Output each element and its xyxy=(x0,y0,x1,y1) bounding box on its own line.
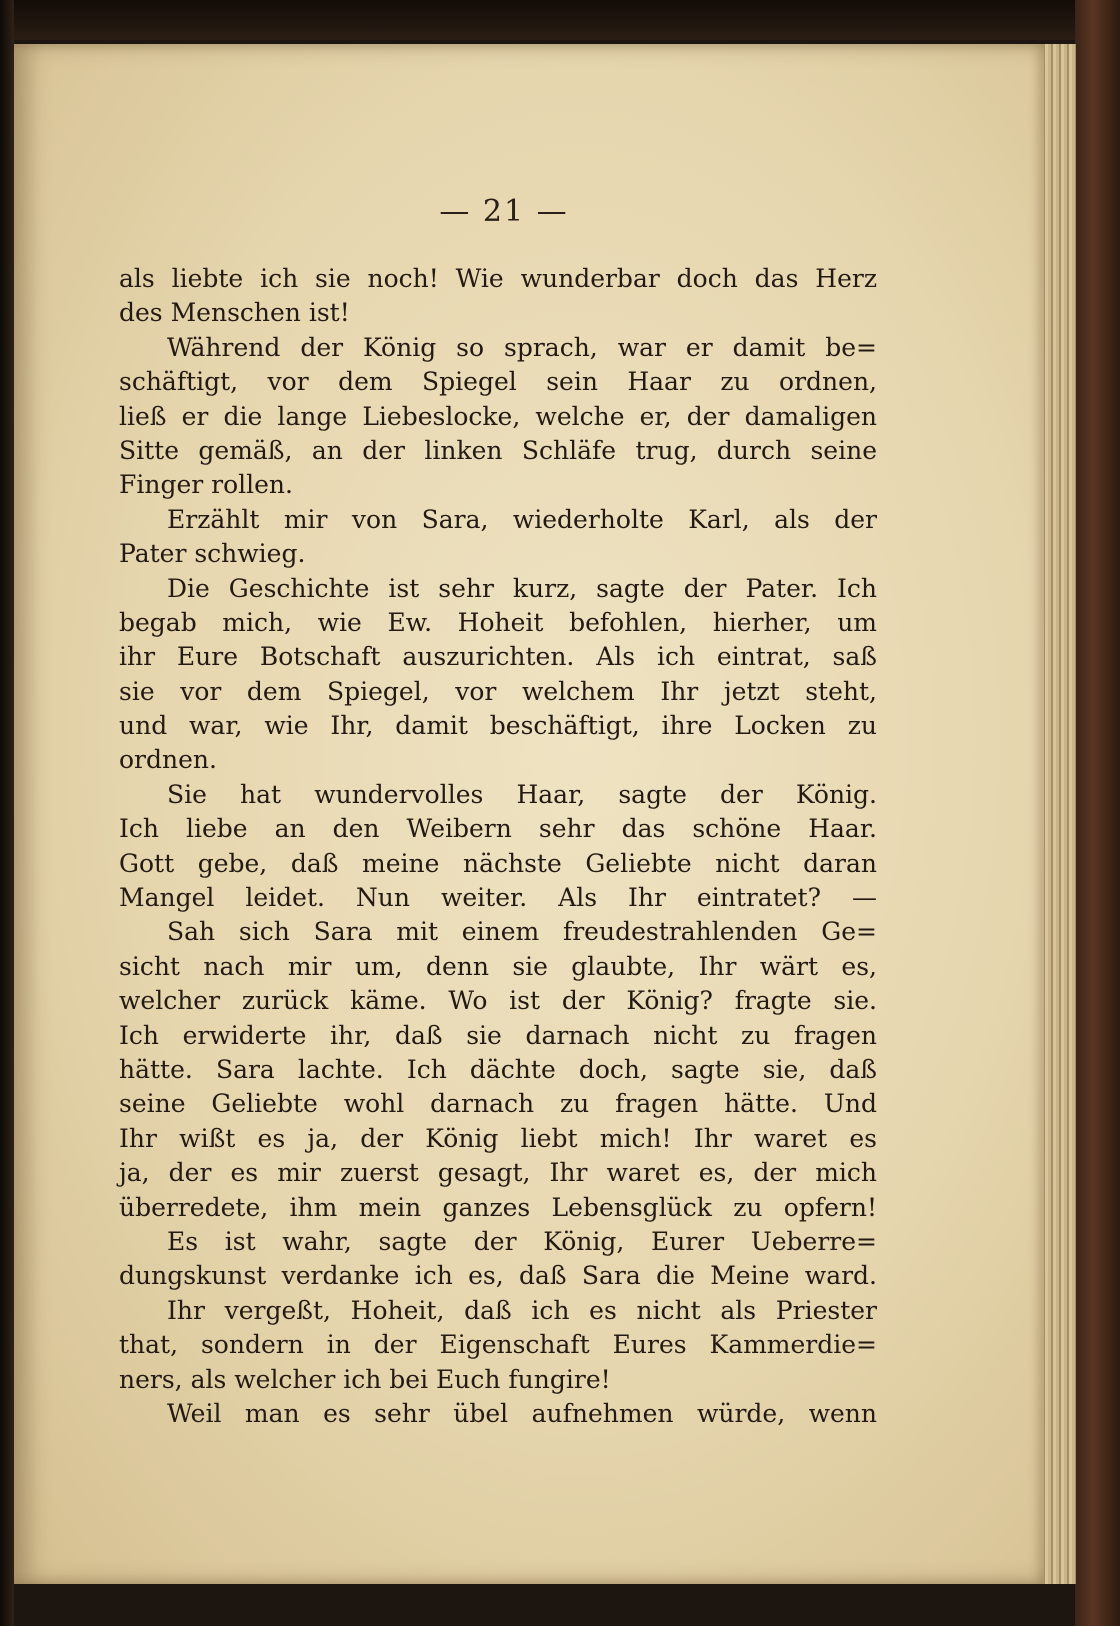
text-line: Es ist wahr, sagte der König, Eurer Ueberre= xyxy=(167,1226,877,1256)
text-line: Finger rollen. xyxy=(119,470,293,500)
book-spine-shadow xyxy=(0,0,14,1626)
text-line: ordnen. xyxy=(119,745,217,775)
text-line: Ihr wißt es ja, der König liebt mich! Ihr waret es xyxy=(119,1123,877,1153)
text-line: that, sondern in der Eigenschaft Eures Kammerdie= xyxy=(119,1330,877,1360)
text-line: Gott gebe, daß meine nächste Geliebte nicht daran xyxy=(119,848,877,878)
text-line: begab mich, wie Ew. Hoheit befohlen, hierher, um xyxy=(119,607,877,637)
book-page xyxy=(14,44,1044,1584)
text-line: ihr Eure Botschaft auszurichten. Als ich eintrat, saß xyxy=(119,642,877,672)
text-line: Ich liebe an den Weibern sehr das schöne Haar. xyxy=(119,814,877,844)
book-cover-top xyxy=(0,0,1120,40)
text-line: sie vor dem Spiegel, vor welchem Ihr jetzt steht, xyxy=(119,676,877,706)
text-line: überredete, ihm mein ganzes Lebensglück zu opfern! xyxy=(119,1192,877,1222)
text-line: Sitte gemäß, an der linken Schläfe trug, durch seine xyxy=(119,435,877,465)
page-number: — 21 — xyxy=(439,194,569,229)
text-line: des Menschen ist! xyxy=(119,298,350,328)
book-cover-right xyxy=(1075,0,1120,1626)
text-line: Weil man es sehr übel aufnehmen würde, wenn xyxy=(167,1398,877,1428)
text-line: Sie hat wundervolles Haar, sagte der König. xyxy=(167,779,877,809)
text-line: dungskunst verdanke ich es, daß Sara die Meine ward. xyxy=(119,1261,877,1291)
text-line: hätte. Sara lachte. Ich dächte doch, sagte sie, daß xyxy=(119,1054,877,1084)
text-line: Pater schwieg. xyxy=(119,539,306,569)
text-line: seine Geliebte wohl darnach zu fragen hätte. Und xyxy=(119,1089,877,1119)
text-line: ja, der es mir zuerst gesagt, Ihr waret es, der mich xyxy=(119,1158,877,1188)
text-line: welcher zurück käme. Wo ist der König? fragte sie. xyxy=(119,986,877,1016)
text-line: als liebte ich sie noch! Wie wunderbar doch das Herz xyxy=(119,264,877,293)
text-line: und war, wie Ihr, damit beschäftigt, ihre Locken zu xyxy=(119,711,877,741)
text-line: Sah sich Sara mit einem freudestrahlenden Ge= xyxy=(167,917,877,947)
text-line: ners, als welcher ich bei Euch fungire! xyxy=(119,1364,611,1394)
text-line: Erzählt mir von Sara, wiederholte Karl, als der xyxy=(167,504,877,534)
body-text xyxy=(119,262,877,1431)
text-line: Während der König so sprach, war er damit be= xyxy=(167,332,877,362)
text-line: ließ er die lange Liebeslocke, welche er, der damaligen xyxy=(119,401,877,431)
text-line: Die Geschichte ist sehr kurz, sagte der Pater. Ich xyxy=(167,573,877,603)
text-line: sicht nach mir um, denn sie glaubte, Ihr wärt es, xyxy=(119,951,877,981)
text-line: Ihr vergeßt, Hoheit, daß ich es nicht als Priester xyxy=(167,1295,877,1325)
text-line: Ich erwiderte ihr, daß sie darnach nicht zu fragen xyxy=(119,1020,877,1050)
text-line: schäftigt, vor dem Spiegel sein Haar zu ordnen, xyxy=(119,367,877,397)
text-line: Mangel leidet. Nun weiter. Als Ihr eintratet? — xyxy=(119,883,877,913)
page-edges xyxy=(1040,44,1076,1584)
